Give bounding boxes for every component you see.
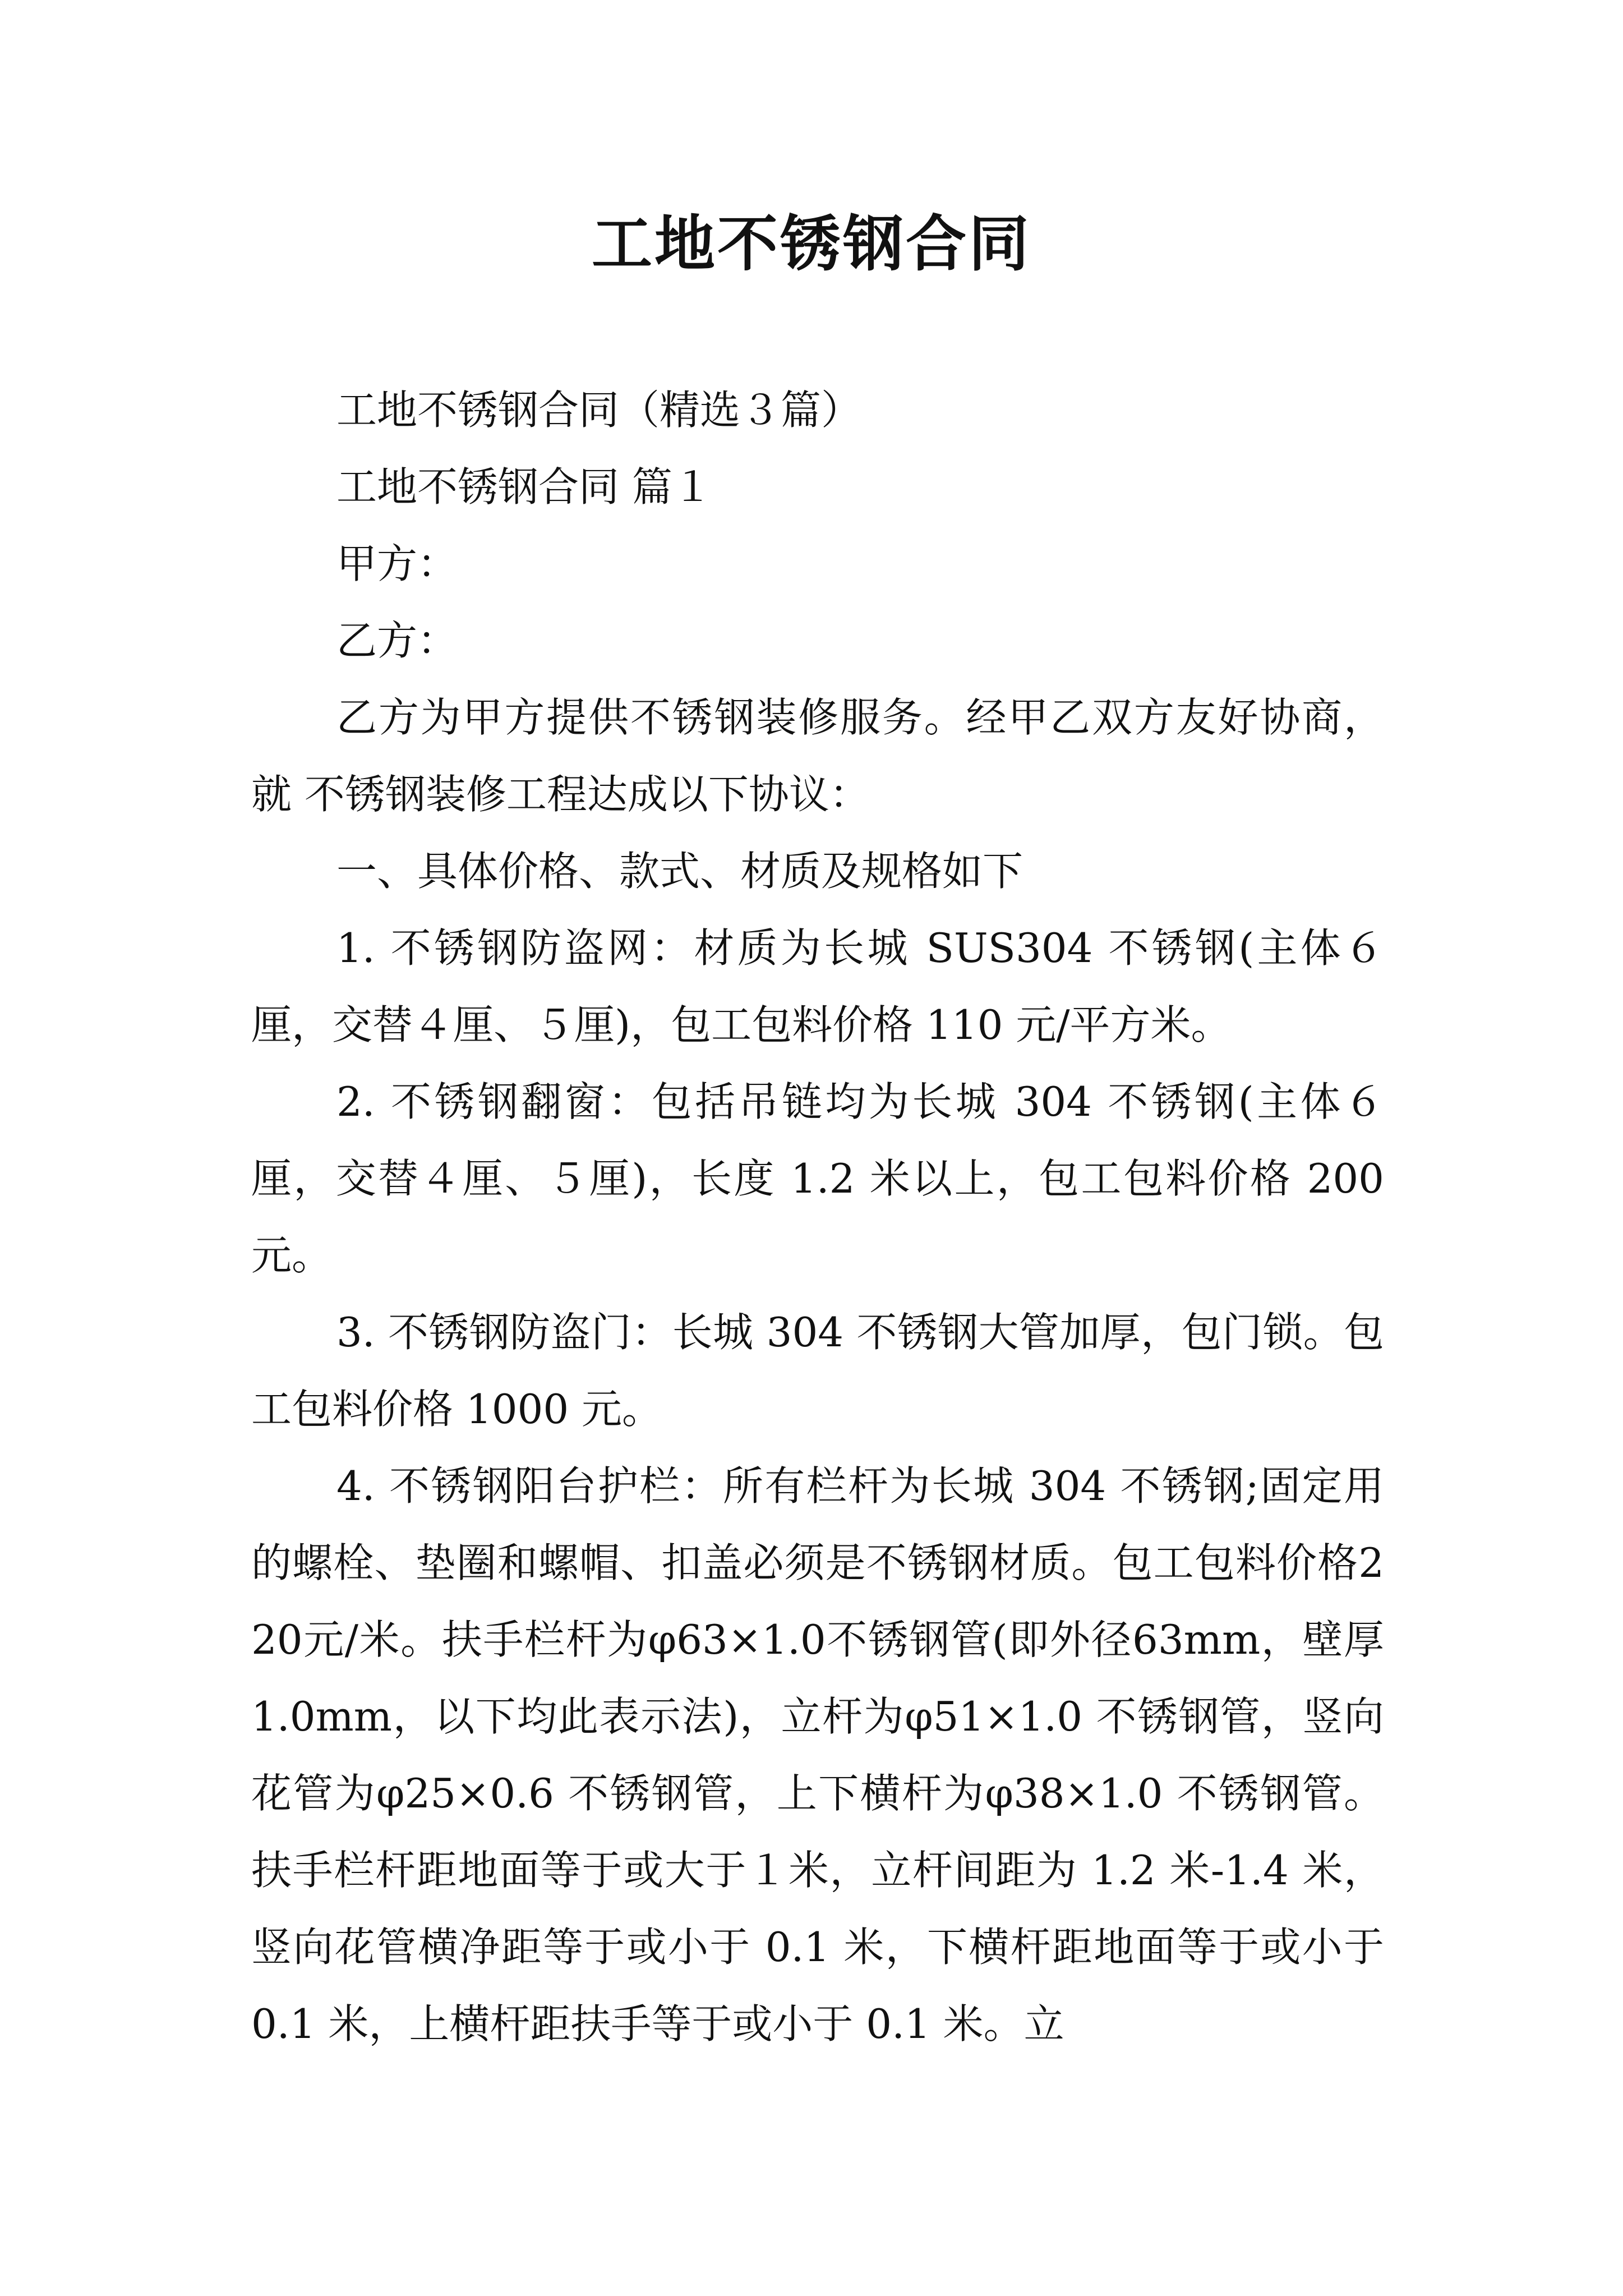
section-heading: 工地不锈钢合同 篇１: [336, 463, 713, 510]
party-b-line: 乙方：: [336, 617, 458, 664]
document-body: [251, 372, 1384, 2063]
subtitle-selected: 工地不锈钢合同（精选３篇）: [336, 386, 862, 434]
clause-heading: 一、具体价格、款式、材质及规格如下: [336, 848, 1023, 895]
document-title: 工地不锈钢合同: [591, 209, 1031, 279]
clause-item-4: 4. 不锈钢阳台护栏：所有栏杆为长城 304 不锈钢;固定用的螺栓、垫圈和螺帽、扣盖必须是不锈钢材质。包工包料价格220元/米。扶手栏杆为φ63×1.0不锈钢管(即外径63mm，壁厚 1.0mm，以下均此表示法)，立杆为φ51×1.0 不锈钢管，竖向花管为φ25×0.6 不锈钢管，上下横杆为φ38×1.0 不锈钢管。扶手栏杆距地面等于或大于１米，立杆间距为 1.2 米-1.4 米，竖向花管横净距等于或小于 0.1 米，下横杆距地面等于或小于 0.1 米，上横杆距扶手等于或小于 0.1 米。立: [251, 1462, 1384, 2047]
clause-item-1: 1. 不锈钢防盗网：材质为长城 SUS304 不锈钢(主体６厘，交替４厘、５厘)，包工包料价格 110 元/平方米。: [251, 924, 1384, 1048]
clause-item-3: 3. 不锈钢防盗门：长城 304 不锈钢大管加厚，包门锁。包工包料价格 1000 元。: [251, 1309, 1384, 1433]
intro-paragraph: 乙方为甲方提供不锈钢装修服务。经甲乙双方友好协商，就 不锈钢装修工程达成以下协议：: [251, 694, 1384, 818]
party-a-line: 甲方：: [336, 540, 458, 587]
clause-item-2: 2. 不锈钢翻窗：包括吊链均为长城 304 不锈钢(主体６厘，交替４厘、５厘)，长度 1.2 米以上，包工包料价格 200 元。: [251, 1078, 1384, 1279]
